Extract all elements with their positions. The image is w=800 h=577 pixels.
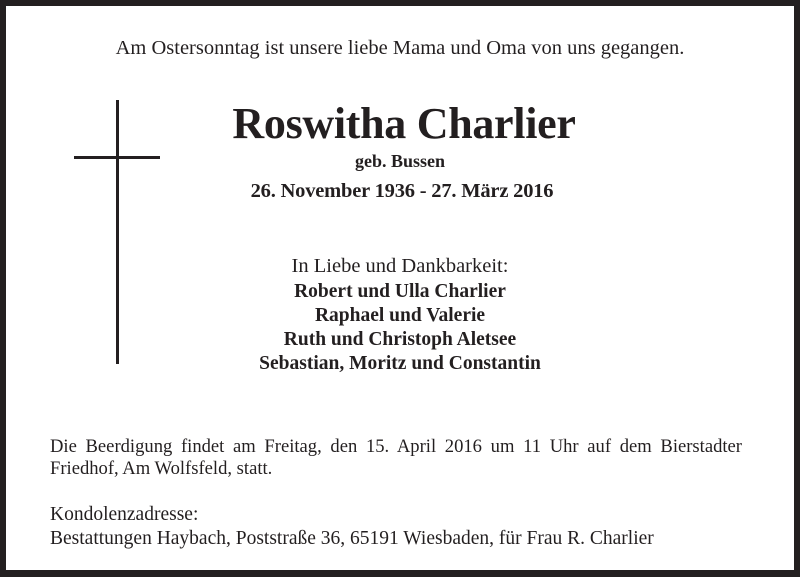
- funeral-info-line-2: Friedhof, Am Wolfsfeld, statt.: [50, 458, 273, 479]
- deceased-name: Roswitha Charlier: [232, 99, 576, 148]
- condolence-block: [50, 503, 654, 550]
- intro-text: Am Ostersonntag ist unsere liebe Mama und Oma von uns gegangen.: [115, 37, 685, 59]
- maiden-name: geb. Bussen: [354, 151, 446, 171]
- mourner-line: Sebastian, Moritz und Constantin: [259, 353, 541, 374]
- funeral-info-line-1: Die Beerdigung findet am Freitag, den 15. April 2016 um 11 Uhr auf dem Bierstadter: [50, 436, 742, 457]
- obituary-notice: [6, 6, 794, 570]
- mourner-line: Ruth und Christoph Aletsee: [283, 329, 517, 350]
- condolence-label: Kondolenzadresse:: [50, 504, 199, 525]
- mourner-line: Raphael und Valerie: [314, 305, 486, 326]
- mourner-line: Robert und Ulla Charlier: [294, 281, 506, 302]
- life-dates: 26. November 1936 - 27. März 2016: [250, 180, 554, 202]
- funeral-info: [50, 436, 742, 480]
- gratitude-line: In Liebe und Dankbarkeit:: [291, 255, 509, 277]
- condolence-address: Bestattungen Haybach, Poststraße 36, 65191 Wiesbaden, für Frau R. Charlier: [50, 527, 654, 549]
